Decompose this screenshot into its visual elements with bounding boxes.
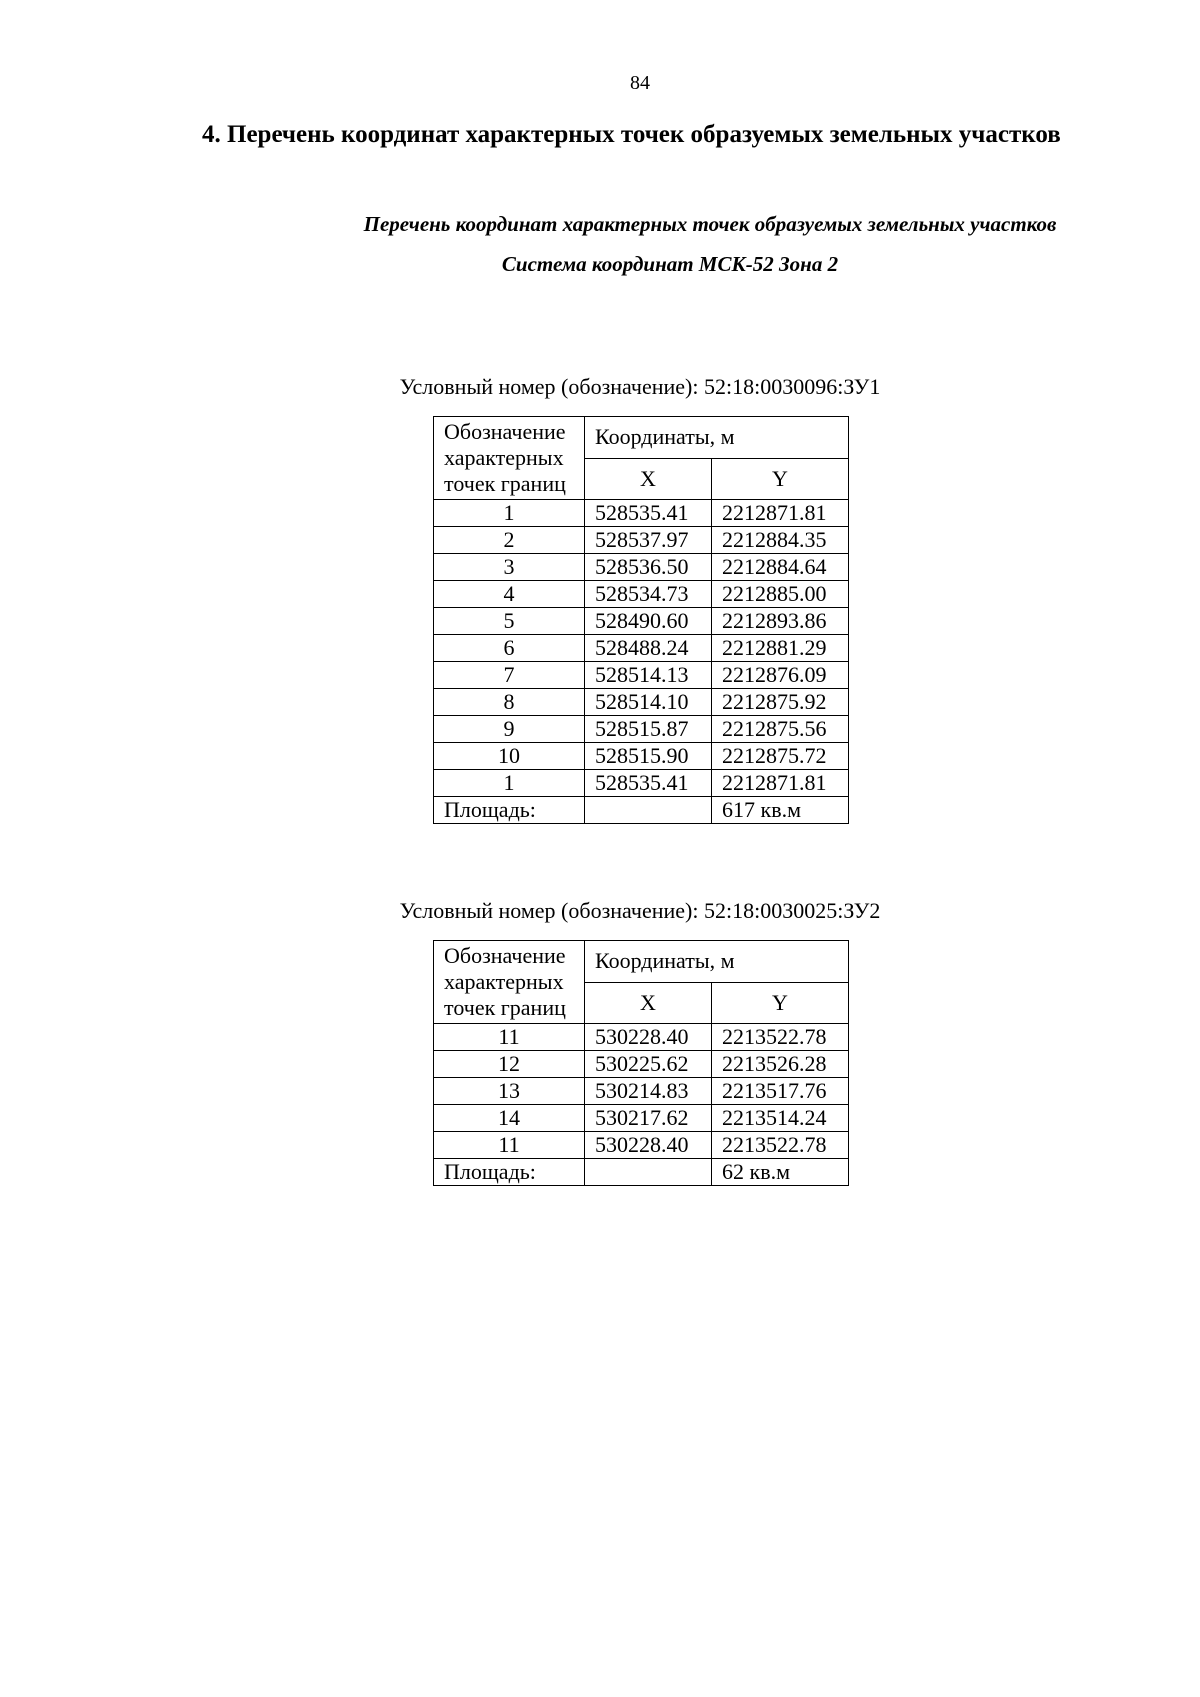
table-row (434, 554, 849, 581)
x-column-header: X (585, 458, 712, 500)
point-cell: 12 (434, 1051, 585, 1078)
x-cell: 528515.90 (585, 743, 712, 770)
point-cell: 10 (434, 743, 585, 770)
point-cell: 13 (434, 1078, 585, 1105)
table-list-title: Перечень координат характерных точек образуемых земельных участков (363, 212, 1057, 236)
area-row (434, 1159, 849, 1186)
point-cell: 1 (434, 500, 585, 527)
point-cell: 6 (434, 635, 585, 662)
area-value: 62 кв.м (712, 1159, 849, 1186)
y-cell: 2213526.28 (712, 1051, 849, 1078)
x-cell: 528514.13 (585, 662, 712, 689)
empty-cell (585, 1159, 712, 1186)
x-cell: 528537.97 (585, 527, 712, 554)
x-cell: 528490.60 (585, 608, 712, 635)
y-cell: 2212875.92 (712, 689, 849, 716)
point-cell: 11 (434, 1024, 585, 1051)
table-row (434, 1078, 849, 1105)
point-cell: 4 (434, 581, 585, 608)
y-cell: 2212884.64 (712, 554, 849, 581)
x-column-header: X (585, 982, 712, 1024)
coordinates-table-1 (433, 416, 849, 824)
table-row (434, 527, 849, 554)
y-column-header: Y (712, 458, 849, 500)
coordinates-column-header: Координаты, м (585, 417, 849, 459)
page-number: 84 (630, 72, 650, 94)
y-cell: 2213514.24 (712, 1105, 849, 1132)
table-row (434, 1132, 849, 1159)
point-cell: 2 (434, 527, 585, 554)
x-cell: 530228.40 (585, 1132, 712, 1159)
x-cell: 528535.41 (585, 770, 712, 797)
area-label: Площадь: (434, 1159, 585, 1186)
coordinates-table-2 (433, 940, 849, 1186)
coordinates-column-header: Координаты, м (585, 941, 849, 983)
table-row (434, 635, 849, 662)
point-cell: 14 (434, 1105, 585, 1132)
point-cell: 11 (434, 1132, 585, 1159)
y-column-header: Y (712, 982, 849, 1024)
y-cell: 2212884.35 (712, 527, 849, 554)
table-row (434, 770, 849, 797)
table-row (434, 608, 849, 635)
y-cell: 2212875.56 (712, 716, 849, 743)
table-row (434, 716, 849, 743)
table-row (434, 500, 849, 527)
point-cell: 8 (434, 689, 585, 716)
parcel-label-2: Условный номер (обозначение): 52:18:0030025:ЗУ2 (399, 898, 881, 923)
x-cell: 528514.10 (585, 689, 712, 716)
point-cell: 5 (434, 608, 585, 635)
table-row (434, 1024, 849, 1051)
coordinate-system-title: Система координат МСК-52 Зона 2 (501, 252, 839, 276)
x-cell: 530217.62 (585, 1105, 712, 1132)
y-cell: 2212885.00 (712, 581, 849, 608)
y-cell: 2212871.81 (712, 500, 849, 527)
point-cell: 3 (434, 554, 585, 581)
table-header-row (434, 941, 849, 983)
table-row (434, 581, 849, 608)
table-row (434, 1105, 849, 1132)
y-cell: 2212871.81 (712, 770, 849, 797)
area-label: Площадь: (434, 797, 585, 824)
table-row (434, 662, 849, 689)
point-column-header: Обозначение характерных точек границ (434, 941, 585, 1024)
point-cell: 7 (434, 662, 585, 689)
section-heading: 4. Перечень координат характерных точек образуемых земельных участков (202, 121, 1061, 148)
x-cell: 528515.87 (585, 716, 712, 743)
x-cell: 530228.40 (585, 1024, 712, 1051)
table-row (434, 689, 849, 716)
x-cell: 528488.24 (585, 635, 712, 662)
x-cell: 530214.83 (585, 1078, 712, 1105)
point-cell: 9 (434, 716, 585, 743)
point-cell: 1 (434, 770, 585, 797)
table-header-row (434, 417, 849, 459)
y-cell: 2213522.78 (712, 1132, 849, 1159)
parcel-label-1: Условный номер (обозначение): 52:18:0030096:ЗУ1 (399, 374, 881, 399)
area-row (434, 797, 849, 824)
table-row (434, 1051, 849, 1078)
x-cell: 530225.62 (585, 1051, 712, 1078)
y-cell: 2213522.78 (712, 1024, 849, 1051)
y-cell: 2212875.72 (712, 743, 849, 770)
y-cell: 2212876.09 (712, 662, 849, 689)
y-cell: 2212893.86 (712, 608, 849, 635)
point-column-header: Обозначение характерных точек границ (434, 417, 585, 500)
x-cell: 528534.73 (585, 581, 712, 608)
table-row (434, 743, 849, 770)
x-cell: 528536.50 (585, 554, 712, 581)
y-cell: 2212881.29 (712, 635, 849, 662)
empty-cell (585, 797, 712, 824)
x-cell: 528535.41 (585, 500, 712, 527)
area-value: 617 кв.м (712, 797, 849, 824)
y-cell: 2213517.76 (712, 1078, 849, 1105)
